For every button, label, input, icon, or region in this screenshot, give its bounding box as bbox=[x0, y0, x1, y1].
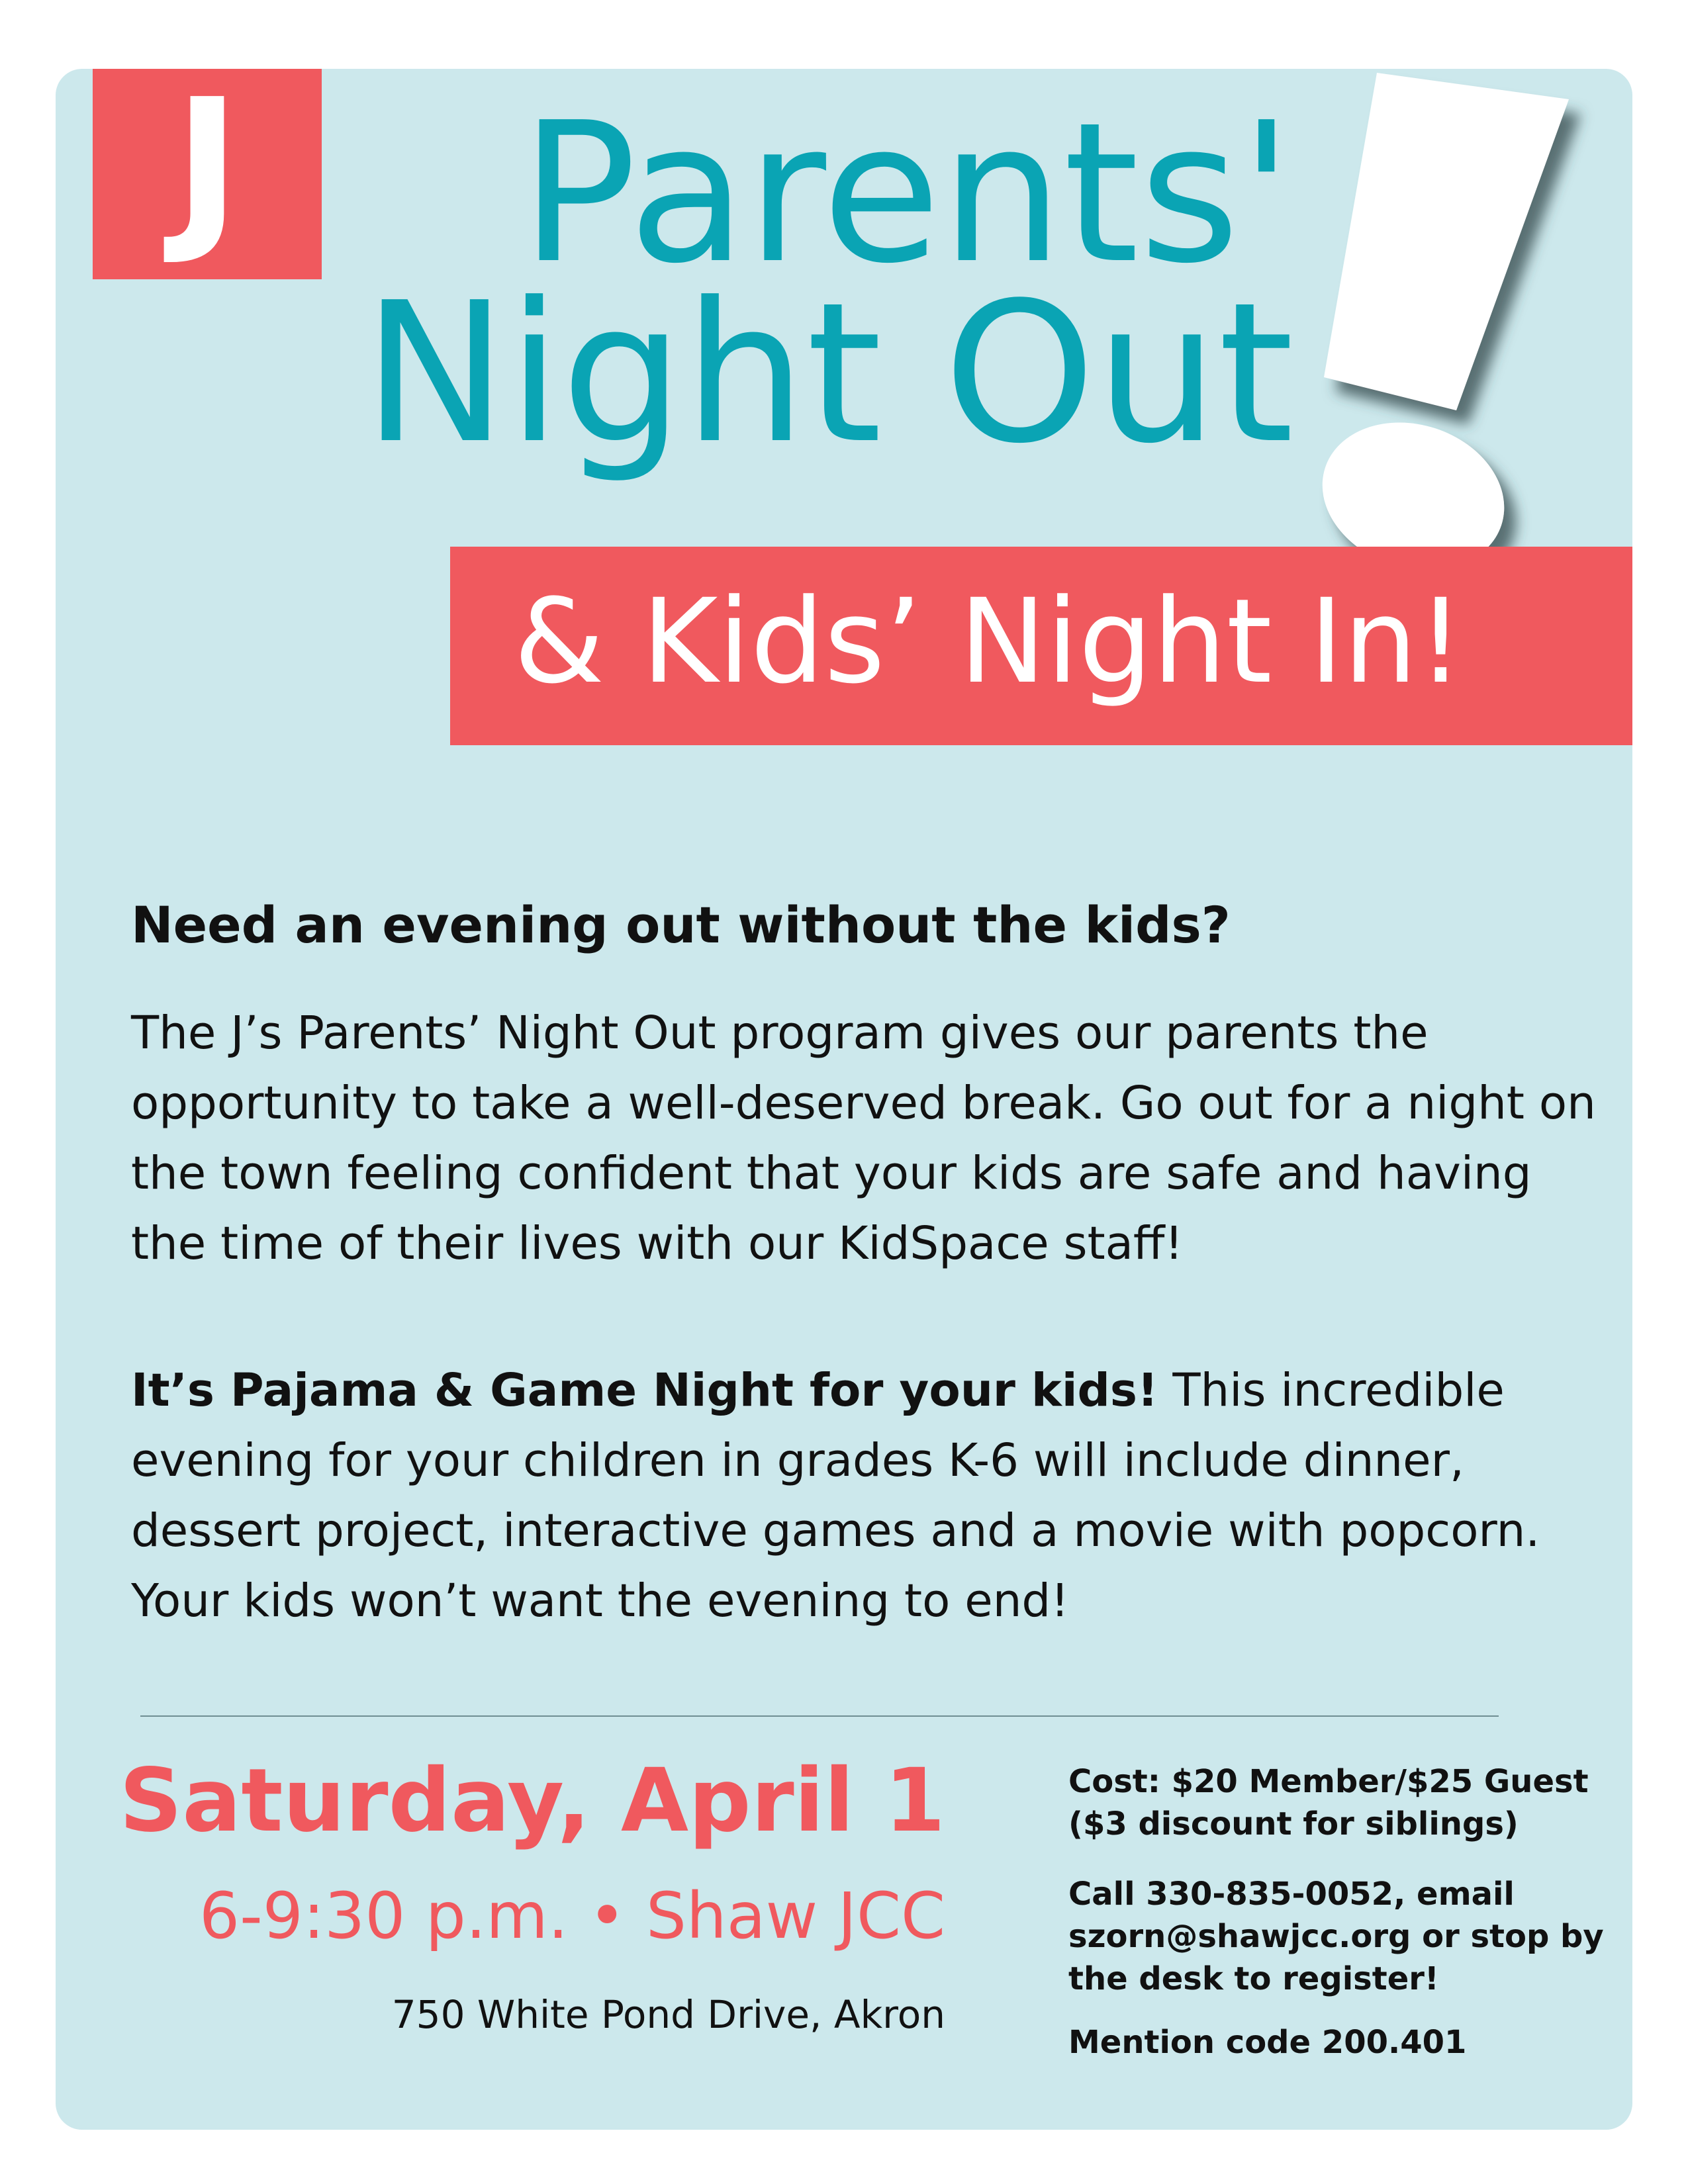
mention-code: Mention code 200.401 bbox=[1068, 2024, 1467, 2061]
details-lead: It’s Pajama & Game Night for your kids! bbox=[131, 1364, 1158, 1417]
cost-line: Cost: $20 Member/$25 Guest bbox=[1068, 1763, 1589, 1800]
event-address: 750 White Pond Drive, Akron bbox=[391, 1992, 945, 2037]
details-text: This incredible evening for your children in grades K-6 will include dinner, dessert project, interactive games and a movie with popcorn. Your kids won’t want the evening to end! bbox=[131, 1364, 1540, 1627]
divider bbox=[140, 1715, 1499, 1717]
logo-letter: J bbox=[173, 60, 241, 269]
exclamation-mark-graphic bbox=[1231, 60, 1602, 582]
j-logo bbox=[93, 60, 322, 279]
details-paragraph bbox=[131, 1355, 1607, 1636]
subtitle-banner bbox=[450, 547, 1632, 745]
registration-info bbox=[1068, 1873, 1638, 2000]
title-line-1: Parents' bbox=[520, 81, 1293, 306]
sibling-discount-line: ($3 discount for siblings) bbox=[1068, 1805, 1519, 1843]
email-line: szorn@shawjcc.org or stop by bbox=[1068, 1918, 1604, 1955]
cost-info bbox=[1068, 1760, 1638, 1845]
subtitle-text: & Kids’ Night In! bbox=[514, 574, 1464, 709]
intro-paragraph: The J’s Parents’ Night Out program gives our parents the opportunity to take a well-deserved break. Go out for a night on the town feeling confident that your kids are safe and having the time of their lives with our KidSpace staff! bbox=[131, 1007, 1596, 1270]
event-date: Saturday, April 1 bbox=[119, 1750, 945, 1852]
headline: Need an evening out without the kids? bbox=[131, 895, 1231, 954]
title-line-2: Night Out bbox=[363, 261, 1294, 486]
phone-line: Call 330-835-0052, email bbox=[1068, 1876, 1515, 1913]
event-time-location: 6-9:30 p.m. • Shaw JCC bbox=[199, 1879, 945, 1953]
register-line: the desk to register! bbox=[1068, 1960, 1439, 1997]
